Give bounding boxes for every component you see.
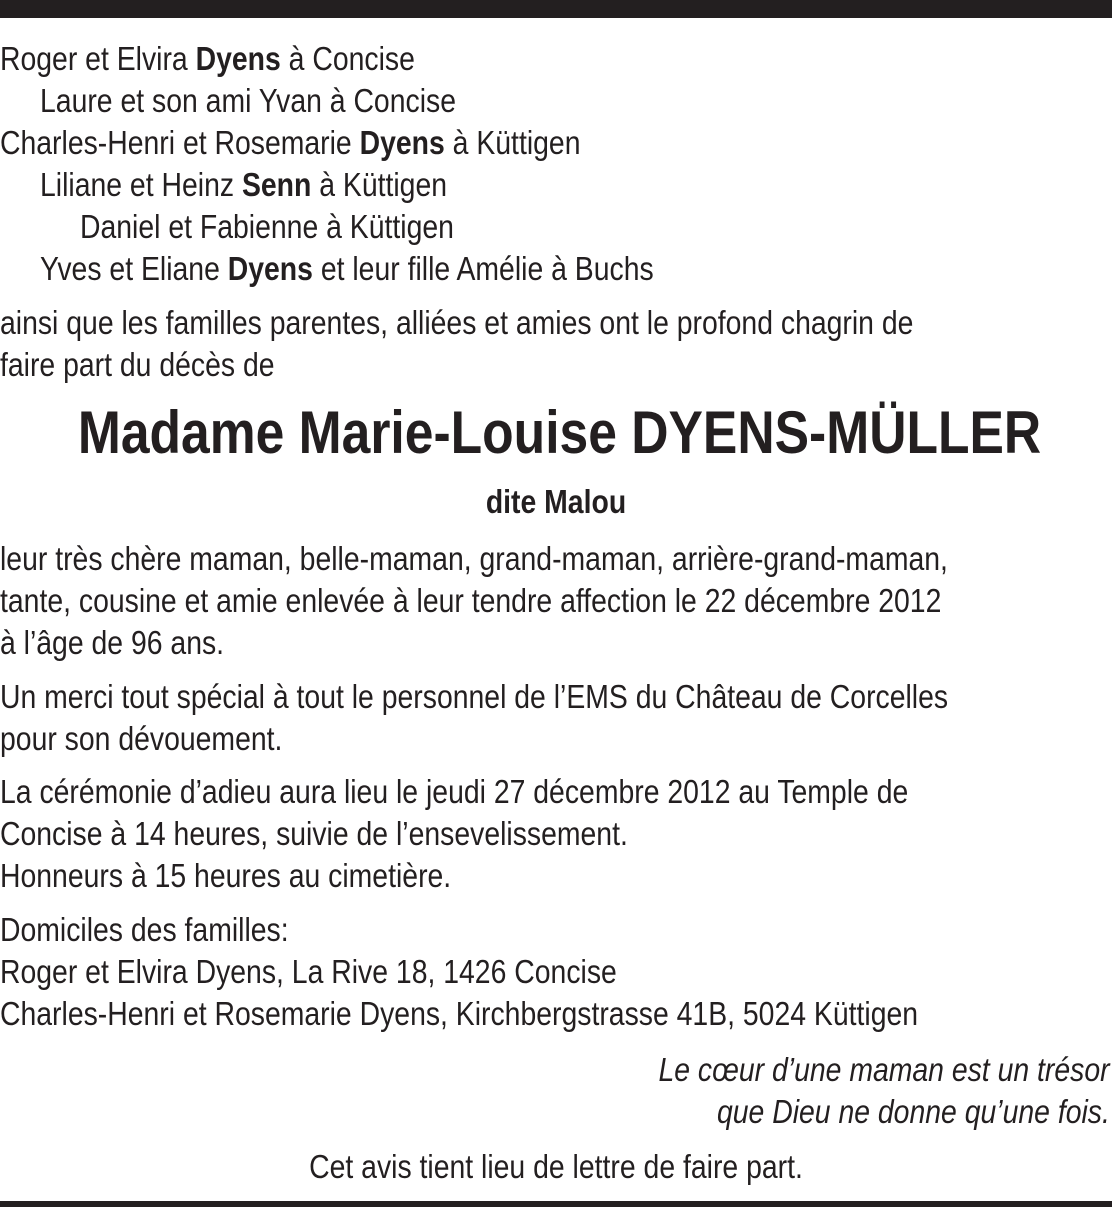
closing-line: Cet avis tient lieu de lettre de faire part.: [309, 1148, 803, 1185]
family-line-1: [0, 38, 415, 80]
description-line-1: leur très chère maman, belle-maman, grand-maman, arrière-grand-maman,: [0, 540, 948, 577]
family-line-6: [40, 248, 654, 290]
description-line-3: à l’âge de 96 ans.: [0, 624, 225, 661]
quote-line-1: Le cœur d’une maman est un trésor: [658, 1051, 1110, 1088]
domicile-address-2: Charles-Henri et Rosemarie Dyens, Kirchbergstrasse 41B, 5024 Küttigen: [0, 995, 919, 1032]
thanks-line-2: pour son dévouement.: [0, 720, 283, 757]
ceremony-line-1: La cérémonie d’adieu aura lieu le jeudi 27 décembre 2012 au Temple de: [0, 773, 909, 810]
announce-line-2: faire part du décès de: [0, 346, 275, 383]
ceremony-line-2: Concise à 14 heures, suivie de l’ensevelissement.: [0, 815, 628, 852]
family-line-6-text: Yves et Eliane: [40, 250, 228, 287]
description-line-2: tante, cousine et amie enlevée à leur tendre affection le 22 décembre 2012: [0, 582, 942, 619]
family-line-6-surname: Dyens: [227, 250, 313, 287]
thanks-line-1: Un merci tout spécial à tout le personnel de l’EMS du Château de Corcelles: [0, 678, 949, 715]
ceremony-line-3: Honneurs à 15 heures au cimetière.: [0, 857, 452, 894]
domiciles-heading: Domiciles des familles:: [0, 911, 289, 948]
family-line-4-surname: Senn: [241, 166, 312, 203]
bottom-rule: [0, 1201, 1112, 1207]
family-line-3: [0, 122, 580, 164]
deceased-nickname: dite Malou: [485, 483, 627, 520]
family-line-4-place: à Küttigen: [311, 166, 448, 203]
family-line-3-text: Charles-Henri et Rosemarie: [0, 124, 360, 161]
family-line-1-place: à Concise: [280, 40, 415, 77]
quote-line-2: que Dieu ne donne qu’une fois.: [717, 1093, 1110, 1130]
family-line-3-place: à Küttigen: [444, 124, 581, 161]
top-rule: [0, 0, 1112, 18]
family-line-5: Daniel et Fabienne à Küttigen: [80, 208, 454, 245]
deceased-name: Madame Marie-Louise DYENS-MÜLLER: [77, 399, 1042, 466]
domicile-address-1: Roger et Elvira Dyens, La Rive 18, 1426 Concise: [0, 953, 617, 990]
announce-line-1: ainsi que les familles parentes, alliées et amies ont le profond chagrin de: [0, 304, 914, 341]
family-line-6-place: et leur fille Amélie à Buchs: [312, 250, 654, 287]
family-line-2: Laure et son ami Yvan à Concise: [40, 82, 456, 119]
family-line-4-text: Liliane et Heinz: [40, 166, 242, 203]
family-line-1-text: Roger et Elvira: [0, 40, 196, 77]
family-line-4: [40, 164, 447, 206]
family-line-3-surname: Dyens: [359, 124, 445, 161]
family-line-1-surname: Dyens: [195, 40, 281, 77]
